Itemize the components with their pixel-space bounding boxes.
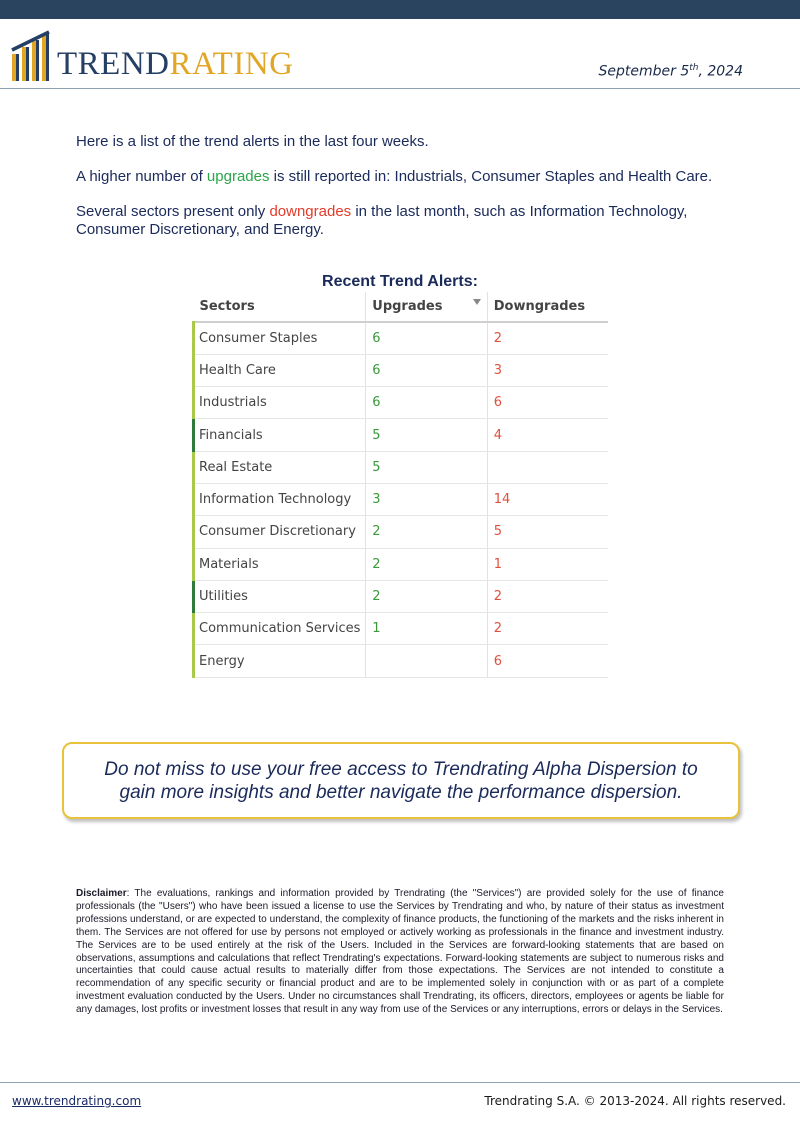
upgrades-cell: 3 bbox=[366, 483, 487, 515]
upgrades-cell: 6 bbox=[366, 354, 487, 386]
footer-divider bbox=[0, 1082, 800, 1083]
p2-before: A higher number of bbox=[76, 168, 207, 185]
document-date bbox=[598, 63, 743, 80]
header-upgrades-label: Upgrades bbox=[372, 299, 443, 314]
p2-after: is still reported in: Industrials, Consumer Staples and Health Care. bbox=[269, 168, 713, 185]
sector-cell: Utilities bbox=[194, 580, 366, 612]
header-divider bbox=[0, 88, 800, 89]
table-row bbox=[194, 516, 609, 548]
table-row bbox=[194, 548, 609, 580]
date-main: September 5 bbox=[598, 63, 690, 80]
intro-text bbox=[76, 133, 736, 256]
downgrades-cell: 2 bbox=[487, 580, 608, 612]
table-row bbox=[194, 645, 609, 677]
sector-cell: Real Estate bbox=[194, 451, 366, 483]
table-row bbox=[194, 387, 609, 419]
alpha-dispersion-callout bbox=[62, 742, 740, 819]
trend-alerts-table bbox=[192, 292, 608, 678]
disclaimer-label: Disclaimer bbox=[76, 888, 127, 899]
table-header-row bbox=[194, 292, 609, 322]
downgrades-cell: 6 bbox=[487, 387, 608, 419]
downgrades-cell: 1 bbox=[487, 548, 608, 580]
downgrades-highlight: downgrades bbox=[269, 203, 352, 220]
downgrades-cell: 3 bbox=[487, 354, 608, 386]
sector-cell: Consumer Staples bbox=[194, 322, 366, 354]
logo-word-trend: TREND bbox=[57, 46, 170, 82]
header-sectors[interactable]: Sectors bbox=[194, 292, 366, 322]
upgrades-cell: 6 bbox=[366, 387, 487, 419]
upgrades-cell: 1 bbox=[366, 613, 487, 645]
logo-bars-icon bbox=[11, 30, 55, 82]
upgrades-cell: 2 bbox=[366, 580, 487, 612]
disclaimer bbox=[76, 888, 724, 1017]
sector-cell: Energy bbox=[194, 645, 366, 677]
date-suffix: th bbox=[689, 63, 699, 73]
copyright-text: Trendrating S.A. © 2013-2024. All rights reserved. bbox=[484, 1094, 786, 1108]
sort-desc-icon[interactable] bbox=[473, 299, 481, 305]
callout-text: Do not miss to use your free access to Trendrating Alpha Dispersion to gain more insights and better navigate the performance dispersion. bbox=[104, 758, 698, 803]
disclaimer-text: : The evaluations, rankings and information provided by Trendrating (the "Services") are provided solely for the use of finance professionals (the "Users") who have been issued a license to use the Services by Trendrating and who, by nature of their status as investment professions understand, or are expected to understand, the complexity of finance products, the functioning of the markets and the risks inherent in them. The Services are not offered for use by persons not employed or actively working as professionals in the finance and investment industry. The Services are to be used entirely at the risk of the Users. Included in the Services are forward-looking statements that are based on observations, assumptions and calculations that reflect Trendrating's expectations. Forward-looking statements are subject to numerous risks and uncertainties that could cause actual results to materially differ from those expectations. The Services are not intended to constitute a recommendation of any specific security or financial product and are to be implemented solely in conjunction with or as part of a complete investment evaluation conducted by the Users. Under no circumstances shall Trendrating, its officers, directors, employees or agents be liable for any damages, lost profits or investment losses that result in any way from use of the Services or any interruptions, errors or delays in the Services. bbox=[76, 888, 724, 1016]
intro-paragraph-2 bbox=[76, 168, 736, 186]
downgrades-cell bbox=[487, 451, 608, 483]
downgrades-cell: 5 bbox=[487, 516, 608, 548]
header-upgrades[interactable] bbox=[366, 292, 487, 322]
table-row bbox=[194, 322, 609, 354]
downgrades-cell: 6 bbox=[487, 645, 608, 677]
p3-after: in the last month, such as Information Technology, Consumer Discretionary, and Energy. bbox=[76, 203, 688, 238]
top-bar bbox=[0, 0, 800, 19]
upgrades-highlight: upgrades bbox=[206, 168, 270, 185]
upgrades-cell: 2 bbox=[366, 548, 487, 580]
logo-word-rating: RATING bbox=[169, 46, 294, 82]
table-row bbox=[194, 354, 609, 386]
intro-paragraph-3 bbox=[76, 203, 736, 239]
upgrades-cell: 5 bbox=[366, 451, 487, 483]
upgrades-cell: 2 bbox=[366, 516, 487, 548]
downgrades-cell: 14 bbox=[487, 483, 608, 515]
header-downgrades[interactable]: Downgrades bbox=[487, 292, 608, 322]
upgrades-cell: 5 bbox=[366, 419, 487, 451]
table-row bbox=[194, 580, 609, 612]
table-row bbox=[194, 451, 609, 483]
website-link[interactable]: www.trendrating.com bbox=[12, 1094, 142, 1108]
sector-cell: Consumer Discretionary bbox=[194, 516, 366, 548]
date-year: , 2024 bbox=[698, 63, 743, 80]
sector-cell: Financials bbox=[194, 419, 366, 451]
downgrades-cell: 4 bbox=[487, 419, 608, 451]
table-row bbox=[194, 419, 609, 451]
logo-wordmark bbox=[57, 48, 294, 81]
table-title: Recent Trend Alerts: bbox=[322, 273, 478, 290]
sector-cell: Materials bbox=[194, 548, 366, 580]
downgrades-cell: 2 bbox=[487, 322, 608, 354]
downgrades-cell: 2 bbox=[487, 613, 608, 645]
p3-before: Several sectors present only bbox=[76, 203, 270, 220]
trendrating-logo bbox=[11, 30, 301, 82]
table-row bbox=[194, 613, 609, 645]
table-row bbox=[194, 483, 609, 515]
intro-paragraph-1: Here is a list of the trend alerts in the last four weeks. bbox=[76, 133, 429, 150]
upgrades-cell: 6 bbox=[366, 322, 487, 354]
sector-cell: Health Care bbox=[194, 354, 366, 386]
upgrades-cell bbox=[366, 645, 487, 677]
sector-cell: Communication Services bbox=[194, 613, 366, 645]
sector-cell: Industrials bbox=[194, 387, 366, 419]
sector-cell: Information Technology bbox=[194, 483, 366, 515]
